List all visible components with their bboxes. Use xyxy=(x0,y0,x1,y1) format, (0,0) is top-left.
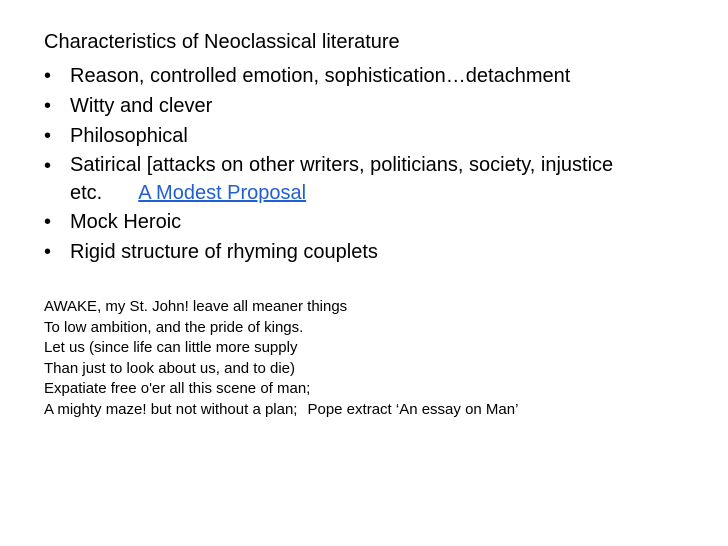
bullet-text: Rigid structure of rhyming couplets xyxy=(70,241,378,263)
bullet-text-etc: etc. xyxy=(70,182,103,204)
slide-heading: Characteristics of Neoclassical literature xyxy=(44,31,400,53)
bullet-text: Witty and clever xyxy=(70,95,213,117)
bullet-item-philosophical xyxy=(44,121,704,151)
bullet-icon: • xyxy=(44,241,52,263)
bullet-icon: • xyxy=(44,95,52,117)
poem-line: AWAKE, my St. John! leave all meaner things xyxy=(44,298,348,315)
bullet-continuation xyxy=(70,179,704,207)
modest-proposal-link[interactable]: A Modest Proposal xyxy=(138,182,307,204)
bullet-item-satirical xyxy=(44,151,704,207)
bullet-item-witty xyxy=(44,91,704,121)
poem-line: Expatiate free o'er all this scene of man; xyxy=(44,380,311,397)
poem-attribution: Pope extract ‘An essay on Man’ xyxy=(307,400,519,418)
bullet-icon: • xyxy=(44,125,52,147)
poem-line: Let us (since life can little more supply xyxy=(44,339,298,356)
bullet-item-mock-heroic xyxy=(44,207,704,237)
bullet-text: Reason, controlled emotion, sophistication…detachment xyxy=(70,65,571,87)
bullet-list xyxy=(44,61,704,267)
bullet-icon: • xyxy=(44,211,52,233)
bullet-text: Philosophical xyxy=(70,125,188,147)
bullet-icon: • xyxy=(44,65,52,87)
poem-line-last xyxy=(44,400,704,421)
poem-extract xyxy=(44,297,704,420)
bullet-text: Satirical [attacks on other writers, politicians, society, injustice xyxy=(70,154,614,176)
poem-line: Than just to look about us, and to die) xyxy=(44,359,295,377)
bullet-icon: • xyxy=(44,155,52,177)
poem-line-text: A mighty maze! but not without a plan; xyxy=(44,400,298,418)
poem-line: To low ambition, and the pride of kings. xyxy=(44,318,304,336)
bullet-item-rigid-structure xyxy=(44,237,704,267)
bullet-item-reason xyxy=(44,61,704,91)
bullet-text: Mock Heroic xyxy=(70,211,182,233)
